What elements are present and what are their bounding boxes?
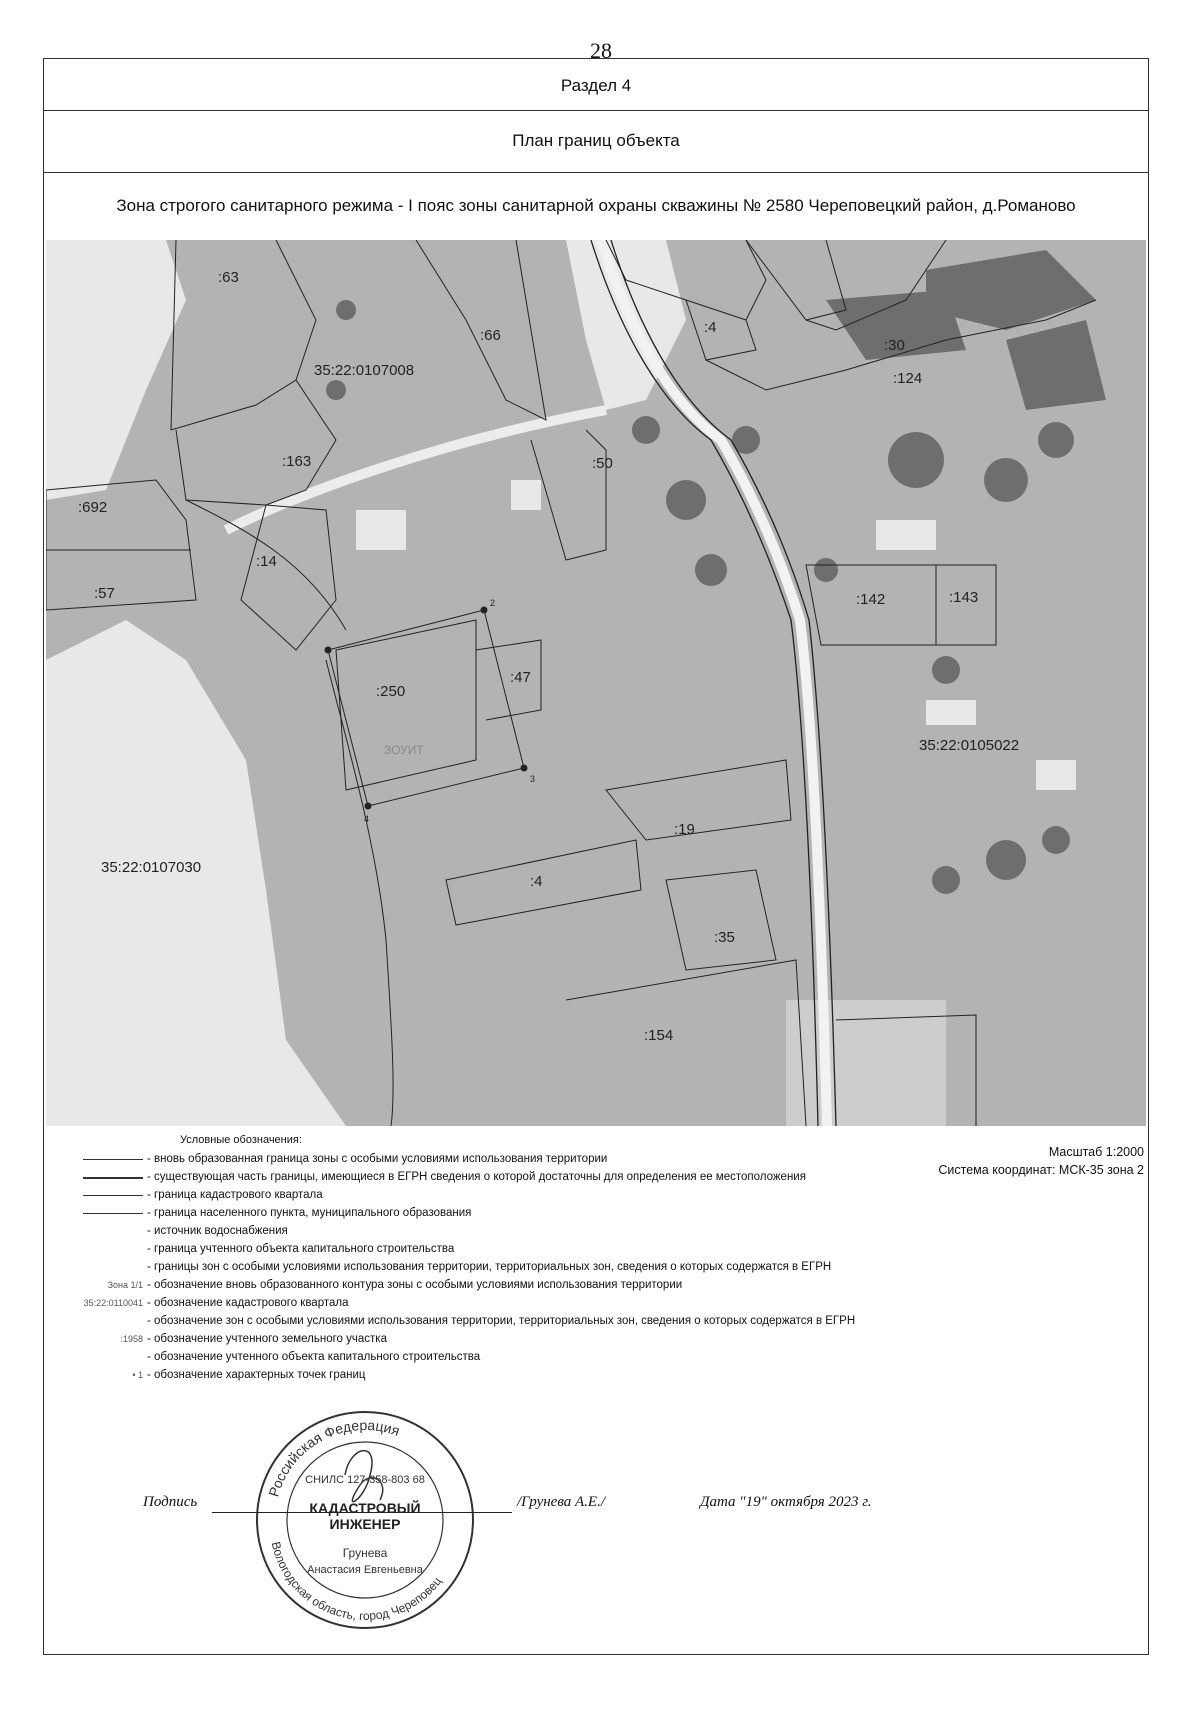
legend-item: - обозначение зон с особыми условиями использования территории, территориальных зон, сведения о которых содержатся в ЕГРН (147, 1315, 856, 1327)
parcel-label: :124 (893, 370, 923, 387)
engineer-seal (250, 1405, 480, 1640)
parcel-label: :154 (644, 1027, 674, 1044)
legend-line-symbol (83, 1213, 143, 1214)
signature-line (212, 1512, 512, 1513)
parcel-label: :163 (282, 453, 312, 470)
parcel-label: :35 (714, 929, 735, 946)
plan-subtitle: План границ объекта (43, 110, 1149, 173)
parcel-label: :30 (884, 337, 905, 354)
parcel-label: :4 (704, 319, 717, 336)
quarter-label: 35:22:0107008 (314, 362, 415, 379)
boundary-point (481, 607, 488, 614)
scale-text: Масштаб 1:2000 (1048, 1145, 1144, 1159)
parcel-label: :14 (256, 553, 277, 570)
legend-item: - граница учтенного объекта капитального строительства (147, 1243, 455, 1255)
boundary-point (521, 765, 528, 772)
parcel-label: :143 (949, 589, 979, 606)
seal-name-2: Анастасия Евгеньевна (307, 1564, 423, 1576)
signature-date: Дата "19" октября 2023 г. (700, 1494, 872, 1510)
legend-item: - существующая часть границы, имеющиеся в ЕГРН сведения о которой достаточны для определения ее местоположения (38, 1168, 958, 1186)
signature-label: Подпись (143, 1494, 198, 1510)
legend-item: Зона 1/1 - обозначение вновь образованного контура зоны с особыми условиями использования территории (107, 1279, 683, 1291)
cadastral-map (46, 240, 1146, 1126)
legend-item: - граница населенного пункта, муниципального образования (38, 1204, 958, 1222)
seal-name-1: Грунева (342, 1546, 388, 1560)
imagery-dark (326, 250, 1106, 894)
parcel-label: :47 (510, 669, 531, 686)
footpath (226, 410, 606, 530)
legend-item: 35:22:0110041 - обозначение кадастрового квартала (83, 1297, 349, 1309)
parcel-label: :4 (530, 873, 543, 890)
signature-name: /Грунева А.Е./ (517, 1494, 605, 1510)
legend-item: - границы зон с особыми условиями использования территории, территориальных зон, сведения о которых содержатся в ЕГРН (147, 1261, 832, 1273)
legend-line-symbol (83, 1159, 143, 1160)
quarter-label: 35:22:0105022 (919, 737, 1020, 754)
boundary-points (325, 598, 536, 824)
building-label: ЗОУИТ (384, 743, 424, 757)
parcel-label: :250 (376, 683, 406, 700)
parcel-label: :692 (78, 499, 108, 516)
crs-text: Система координат: МСК-35 зона 2 (938, 1163, 1144, 1177)
seal-center-1: КАДАСТРОВЫЙ (309, 1500, 421, 1516)
seal-snils: СНИЛС 127-358-803 68 (305, 1474, 425, 1486)
section-header: Раздел 4 (43, 62, 1149, 111)
scale-block (938, 1143, 1144, 1179)
legend-title: Условные обозначения: (180, 1134, 302, 1146)
legend-item: :1958 - обозначение учтенного земельного участка (120, 1333, 387, 1345)
seal-outer-text: Российская Федерация (265, 1416, 402, 1499)
boundary-point (325, 647, 332, 654)
parcel-label: :19 (674, 821, 695, 838)
parcel-label: :66 (480, 327, 501, 344)
legend-item: - вновь образованная граница зоны с особыми условиями использования территории (38, 1150, 958, 1168)
point-label: 3 (530, 774, 536, 784)
parcel-label: :50 (592, 455, 613, 472)
point-label: 4 (364, 814, 370, 824)
legend-item: - граница кадастрового квартала (38, 1186, 958, 1204)
zone-boundary (328, 610, 524, 806)
parcel-label: :142 (856, 591, 886, 608)
quarter-label: 35:22:0107030 (101, 859, 202, 876)
point-label: 2 (490, 598, 496, 608)
legend-item: • 1 - обозначение характерных точек границ (132, 1369, 366, 1381)
legend (38, 1150, 958, 1384)
page-number: 28 (590, 38, 612, 63)
legend-line-symbol (83, 1177, 143, 1179)
parcel-label: :57 (94, 585, 115, 602)
parcel-label: :63 (218, 269, 239, 286)
legend-item: - обозначение учтенного объекта капитального строительства (147, 1351, 481, 1363)
seal-bottom-text: Вологодская область, город Череповец (268, 1540, 445, 1624)
boundary-point (365, 803, 372, 810)
seal-center-2: ИНЖЕНЕР (329, 1516, 401, 1532)
legend-line-symbol (83, 1195, 143, 1196)
zone-title: Зона строгого санитарного режима - I пояс зоны санитарной охраны скважины № 2580 Череповецкий район, д.Романово (116, 196, 1076, 215)
legend-item: - источник водоснабжения (147, 1225, 288, 1237)
